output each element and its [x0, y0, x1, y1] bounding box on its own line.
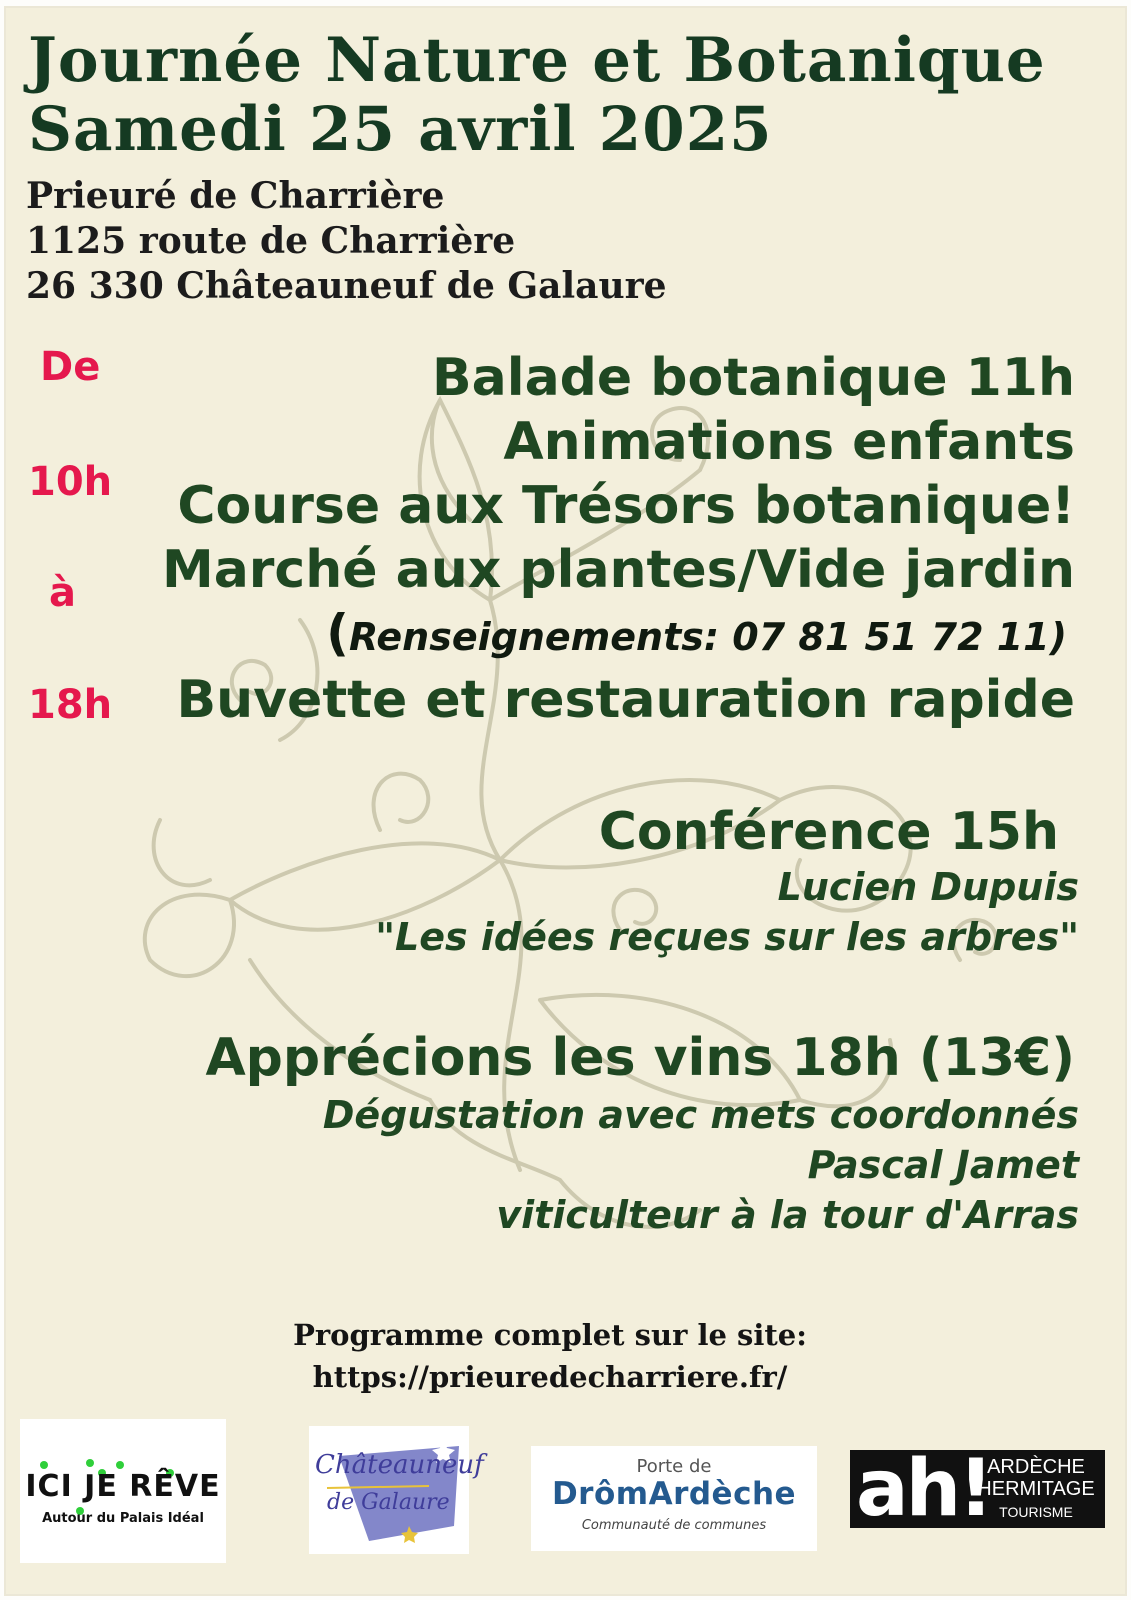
- logo-ardeche-hermitage: [850, 1444, 1105, 1534]
- activity-treasure-hunt: Course aux Trésors botanique!: [177, 476, 1075, 536]
- chateauneuf-line-2: de Galaure: [327, 1490, 450, 1515]
- logo-porte-de-dromardeche: [531, 1446, 817, 1551]
- activity-refreshments: Buvette et restauration rapide: [176, 670, 1075, 730]
- info-phone-line: [162, 602, 1075, 668]
- drom-sub-text: Communauté de communes: [581, 1518, 767, 1533]
- wine-tasting: Dégustation avec mets coordonnés: [322, 1093, 1079, 1137]
- drom-main-text: DrômArdèche: [551, 1476, 797, 1512]
- ah-line-2: HERMITAGE: [977, 1478, 1095, 1500]
- title-line-2: Samedi 25 avril 2025: [28, 94, 773, 165]
- title-line-1: Journée Nature et Botanique: [28, 25, 1046, 96]
- hours-from-label: De: [40, 344, 101, 390]
- conference-title: Conférence 15h: [598, 802, 1059, 862]
- activities-list: [162, 346, 1075, 732]
- logo-ici-je-reve: [20, 1419, 226, 1563]
- ah-line-1: ARDÈCHE: [987, 1456, 1085, 1478]
- hours-start: 10h: [28, 459, 113, 505]
- ah-mark-icon: ah!: [856, 1444, 991, 1534]
- activity-walk: Balade botanique 11h: [432, 348, 1075, 408]
- ici-logo-subtitle: Autour du Palais Idéal: [42, 1511, 204, 1526]
- activity-kids: Animations enfants: [503, 412, 1075, 472]
- conference-topic: "Les idées reçues sur les arbres": [375, 915, 1079, 959]
- venue-street: 1125 route de Charrière: [26, 220, 516, 262]
- wine-host: Pascal Jamet: [807, 1143, 1079, 1187]
- chateauneuf-line-1: Châteauneuf: [315, 1450, 484, 1480]
- activity-plant-market: Marché aux plantes/Vide jardin: [161, 540, 1075, 600]
- program-label: Programme complet sur le site:: [293, 1318, 807, 1352]
- logo-chateauneuf: [309, 1426, 484, 1554]
- event-title: [28, 26, 1046, 164]
- venue-name: Prieuré de Charrière: [26, 175, 445, 217]
- hours-to-label: à: [49, 570, 76, 616]
- wine-host-role: viticulteur à la tour d'Arras: [496, 1193, 1079, 1237]
- info-open-paren: (: [326, 604, 350, 662]
- drom-top-text: Porte de: [636, 1456, 712, 1477]
- info-phone: Renseignements: 07 81 51 72 11): [349, 615, 1067, 659]
- ici-logo-text: ICI JE RÊVE: [25, 1469, 221, 1504]
- ah-line-3: TOURISME: [999, 1504, 1073, 1520]
- venue-city: 26 330 Châteauneuf de Galaure: [26, 265, 667, 307]
- hours-end: 18h: [28, 682, 113, 728]
- conference-speaker: Lucien Dupuis: [777, 865, 1079, 909]
- wine-title: Apprécions les vins 18h (13€): [205, 1028, 1075, 1088]
- program-url[interactable]: https://prieuredecharriere.fr/: [312, 1360, 788, 1394]
- venue-address: [26, 174, 667, 309]
